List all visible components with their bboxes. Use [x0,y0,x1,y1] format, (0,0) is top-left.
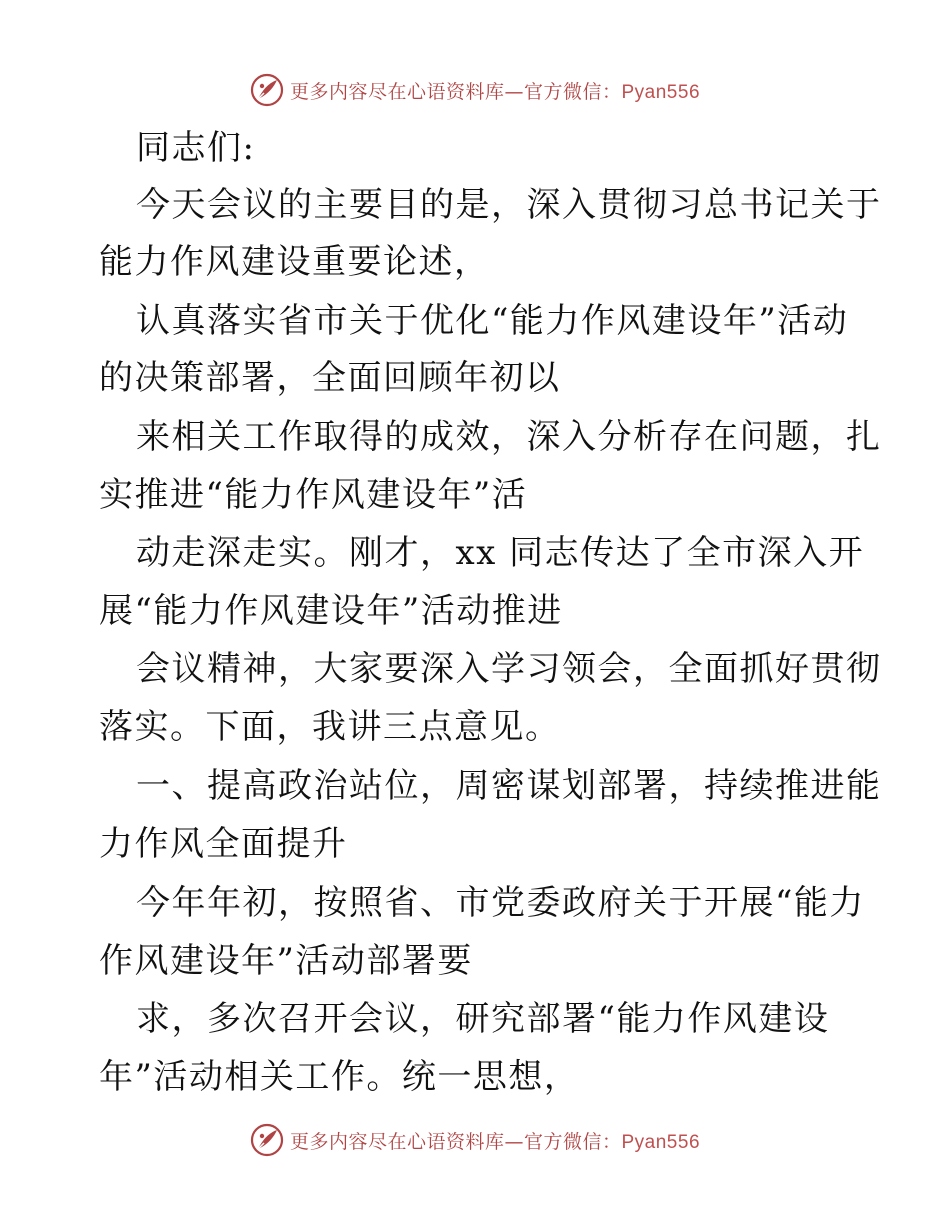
text-line: 求，多次召开会议，研究部署“能力作风建设 [136,999,830,1039]
watermark-wechat-id: Pyan556 [621,81,701,103]
text-line: 来相关工作取得的成效，深入分析存在问题，扎 [136,417,882,457]
text-line: 年”活动相关工作。统一思想， [99,1057,580,1097]
text-line: 动走深走实。刚才，xx 同志传达了全市深入开 [136,533,865,573]
text-line: 一、提高政治站位，周密谋划部署，持续推进能 [136,766,882,806]
text-line: 落实。下面，我讲三点意见。 [99,707,561,747]
quill-pen-logo-icon [250,1123,284,1157]
text-line: 展“能力作风建设年”活动推进 [99,591,563,631]
text-line: 的决策部署，全面回顾年初以 [99,358,561,398]
header-watermark [0,70,950,110]
watermark-separator: — [504,80,524,103]
watermark-title: 更多内容尽在心语资料库 [289,80,505,103]
text-line: 认真落实省市关于优化“能力作风建设年”活动 [136,301,849,341]
text-line: 同志们: [136,128,256,168]
watermark-wechat-label: 官方微信： [523,1130,622,1153]
text-line: 能力作风建设重要论述， [99,242,490,282]
text-line: 实推进“能力作风建设年”活 [99,475,528,515]
text-line: 作风建设年”活动部署要 [99,941,473,981]
text-line: 今年年初，按照省、市党委政府关于开展“能力 [136,883,865,923]
text-line: 今天会议的主要目的是，深入贯彻习总书记关于 [136,185,882,225]
watermark-text [290,77,700,104]
watermark-wechat-id: Pyan556 [621,1131,701,1153]
watermark-title: 更多内容尽在心语资料库 [289,1130,505,1153]
quill-pen-logo-icon [250,73,284,107]
watermark-text [290,1127,700,1154]
watermark-separator: — [504,1130,524,1153]
footer-watermark [0,1120,950,1160]
watermark-wechat-label: 官方微信： [523,80,622,103]
text-line: 会议精神，大家要深入学习领会，全面抓好贯彻 [136,649,882,689]
text-line: 力作风全面提升 [99,824,348,864]
